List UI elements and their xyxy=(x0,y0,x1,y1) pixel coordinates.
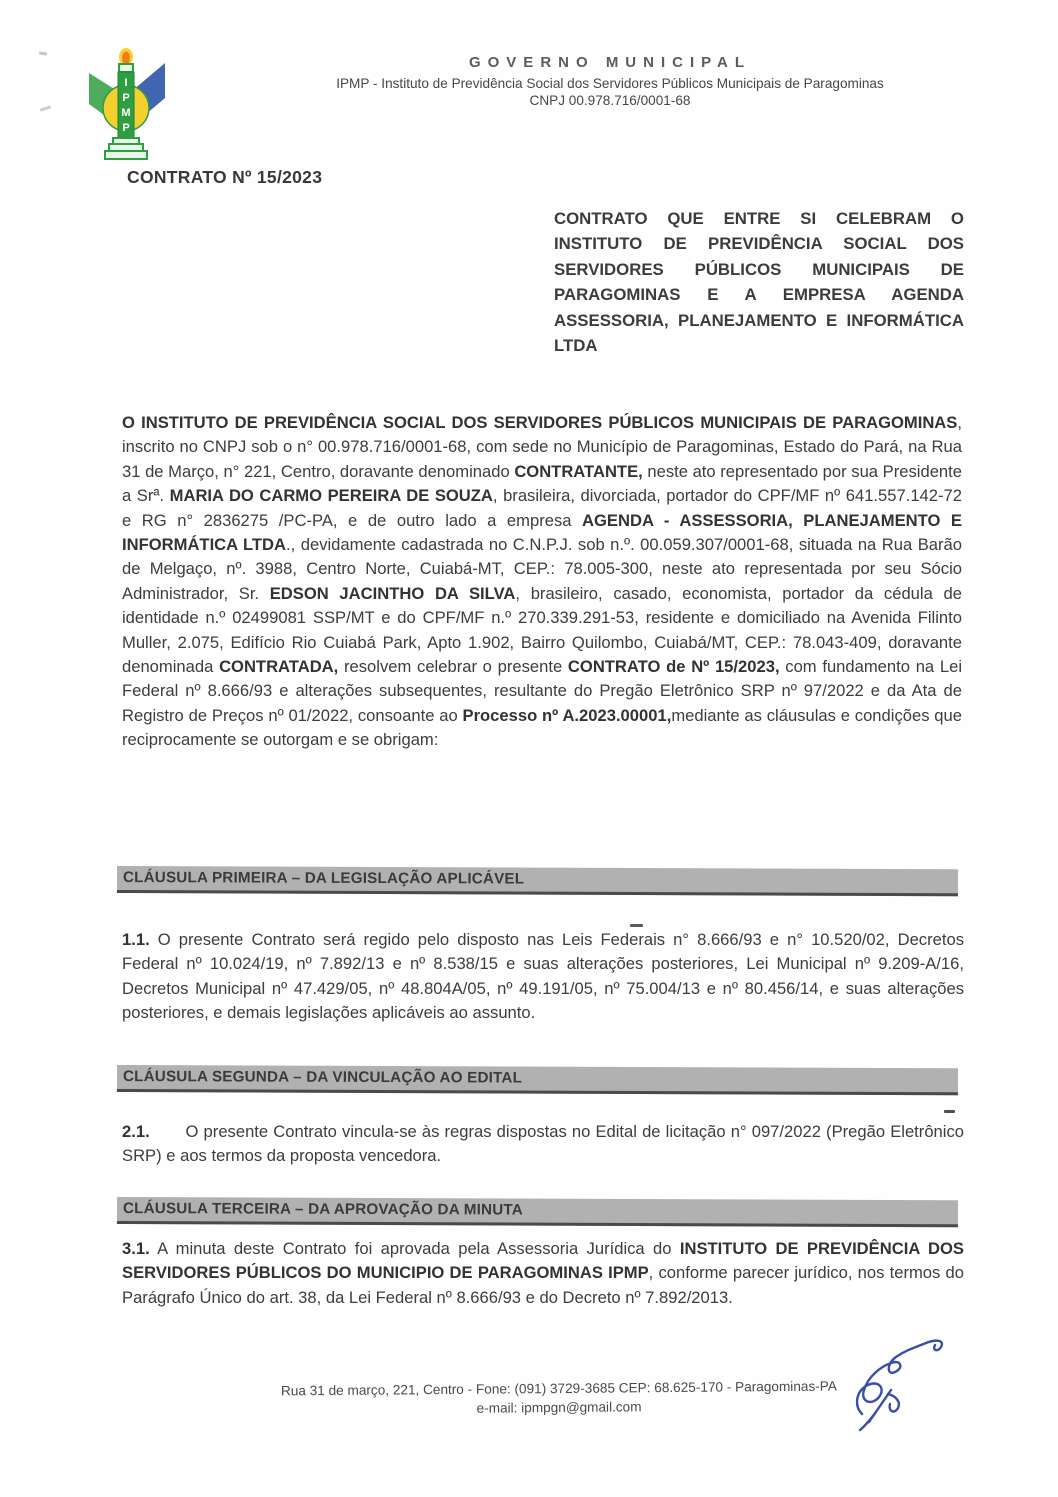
scan-artifact-dash xyxy=(944,1110,955,1113)
contract-preamble: O INSTITUTO DE PREVIDÊNCIA SOCIAL DOS SERVIDORES PÚBLICOS MUNICIPAIS DE PARAGOMINAS, inscrito no CNPJ sob o n° 00.978.716/0001-68, com sede no Município de Paragominas, Estado do Pará, na Rua 31 de Março, n° 221, Centro, doravante denominado CONTRATANTE, neste ato representado por sua Presidente a Srª. MARIA DO CARMO PEREIRA DE SOUZA, brasileira, divorciada, portador do CPF/MF nº 641.557.142-72 e RG n° 2836275 /PC-PA, e de outro lado a empresa AGENDA - ASSESSORIA, PLANEJAMENTO E INFORMÁTICA LTDA., devidamente cadastrada no C.N.P.J. sob n.º. 00.059.307/0001-68, situada na Rua Barão de Melgaço, nº. 3988, Centro Norte, Cuiabá-MT, CEP.: 78.005-300, neste ato representada por seu Sócio Administrador, Sr. EDSON JACINTHO DA SILVA, brasileiro, casado, economista, portador da cédula de identidade n.º 02499081 SSP/MT e do CPF/MF n.º 270.339.291-53, residente e domiciliado na Avenida Filinto Muller, 2.075, Edifício Rio Cuiabá Park, Apto 1.902, Bairro Quilombo, Cuiabá/MT, CEP.: 78.043-409, doravante denominada CONTRATADA, resolvem celebrar o presente CONTRATO de Nº 15/2023, com fundamento na Lei Federal nº 8.666/93 e alterações subsequentes, resultante do Pregão Eletrônico SRP nº 97/2022 e da Ata de Registro de Preços nº 01/2022, consoante ao Processo nº A.2023.00001,mediante as cláusulas e condições que reciprocamente se outorgam e se obrigam: xyxy=(122,413,963,750)
letterhead-cnpj: CNPJ 00.978.716/0001-68 xyxy=(529,93,691,108)
scan-artifact-dash xyxy=(630,924,643,927)
section-heading-label: CLÁUSULA SEGUNDA – DA VINCULAÇÃO AO EDITAL xyxy=(122,1068,523,1087)
section-heading-bar-clausula-terceira xyxy=(117,1197,958,1227)
logo-letter: P xyxy=(122,92,130,104)
section-heading-label: CLÁUSULA PRIMEIRA – DA LEGISLAÇÃO APLICÁVEL xyxy=(122,869,525,888)
logo-base-step xyxy=(109,144,143,151)
logo-flame-inner xyxy=(122,52,130,65)
ipmp-logo-icon xyxy=(84,46,170,168)
footer-address: Rua 31 de março, 221, Centro - Fone: (091) 3729-3685 CEP: 68.625-170 - Paragominas-PA xyxy=(280,1378,837,1399)
section-heading-label: CLÁUSULA TERCEIRA – DA APROVAÇÃO DA MINUTA xyxy=(122,1200,523,1219)
clause-2-1-text: 2.1. O presente Contrato vincula-se às regras dispostas no Edital de licitação n° 097/2022 (Pregão Eletrônico SRP) e aos termos da proposta vencedora. xyxy=(122,1122,964,1166)
scan-artifact-smudge xyxy=(40,105,51,111)
clause-3-1-text: 3.1. A minuta deste Contrato foi aprovada pela Assessoria Jurídica do INSTITUTO DE PREVIDÊNCIA DOS SERVIDORES PÚBLICOS DO MUNICIPIO DE PARAGOMINAS IPMP, conforme parecer jurídico, nos termos do Parágrafo Único do art. 38, da Lei Federal nº 8.666/93 e do Decreto nº 7.892/2013. xyxy=(122,1239,965,1307)
letterhead-government: GOVERNO MUNICIPAL xyxy=(468,54,752,71)
logo-letter: P xyxy=(122,122,130,134)
letterhead-institute: IPMP - Instituto de Previdência Social dos Servidores Públicos Municipais de Paragominas xyxy=(336,76,884,91)
section-heading-bar-clausula-primeira xyxy=(117,866,958,896)
section-heading-bar-clausula-segunda xyxy=(117,1065,958,1095)
scan-artifact-smudge xyxy=(39,51,47,55)
logo-base-step xyxy=(105,151,147,159)
footer-email: e-mail: ipmpgn@gmail.com xyxy=(476,1399,642,1416)
logo-torch-cup xyxy=(119,64,133,72)
logo-letter: I xyxy=(124,77,128,89)
contract-epigraph: CONTRATO QUE ENTRE SI CELEBRAM O INSTITUTO DE PREVIDÊNCIA SOCIAL DOS SERVIDORES PÚBLICOS MUNICIPAIS DE PARAGOMINAS E A EMPRESA AGENDA ASSESSORIA, PLANEJAMENTO E INFORMÁTICA LTDA xyxy=(554,209,964,356)
letterhead xyxy=(295,54,925,108)
ipmp-logo xyxy=(84,46,170,168)
clause-1-1-text: 1.1. O presente Contrato será regido pelo disposto nas Leis Federais n° 8.666/93 e n° 10.520/02, Decretos Federal nº 10.024/19, nº 7.892/13 e nº 8.538/15 e suas alterações posteriores, Lei Municipal nº 9.209-A/16, Decretos Municipal nº 47.429/05, nº 48.804A/05, nº 49.191/05, nº 75.004/13 e nº 80.456/14, e suas alterações posteriores, e demais legislações aplicáveis ao assunto. xyxy=(122,930,964,1023)
contract-title: CONTRATO Nº 15/2023 xyxy=(127,167,323,187)
logo-letter: M xyxy=(121,107,131,119)
